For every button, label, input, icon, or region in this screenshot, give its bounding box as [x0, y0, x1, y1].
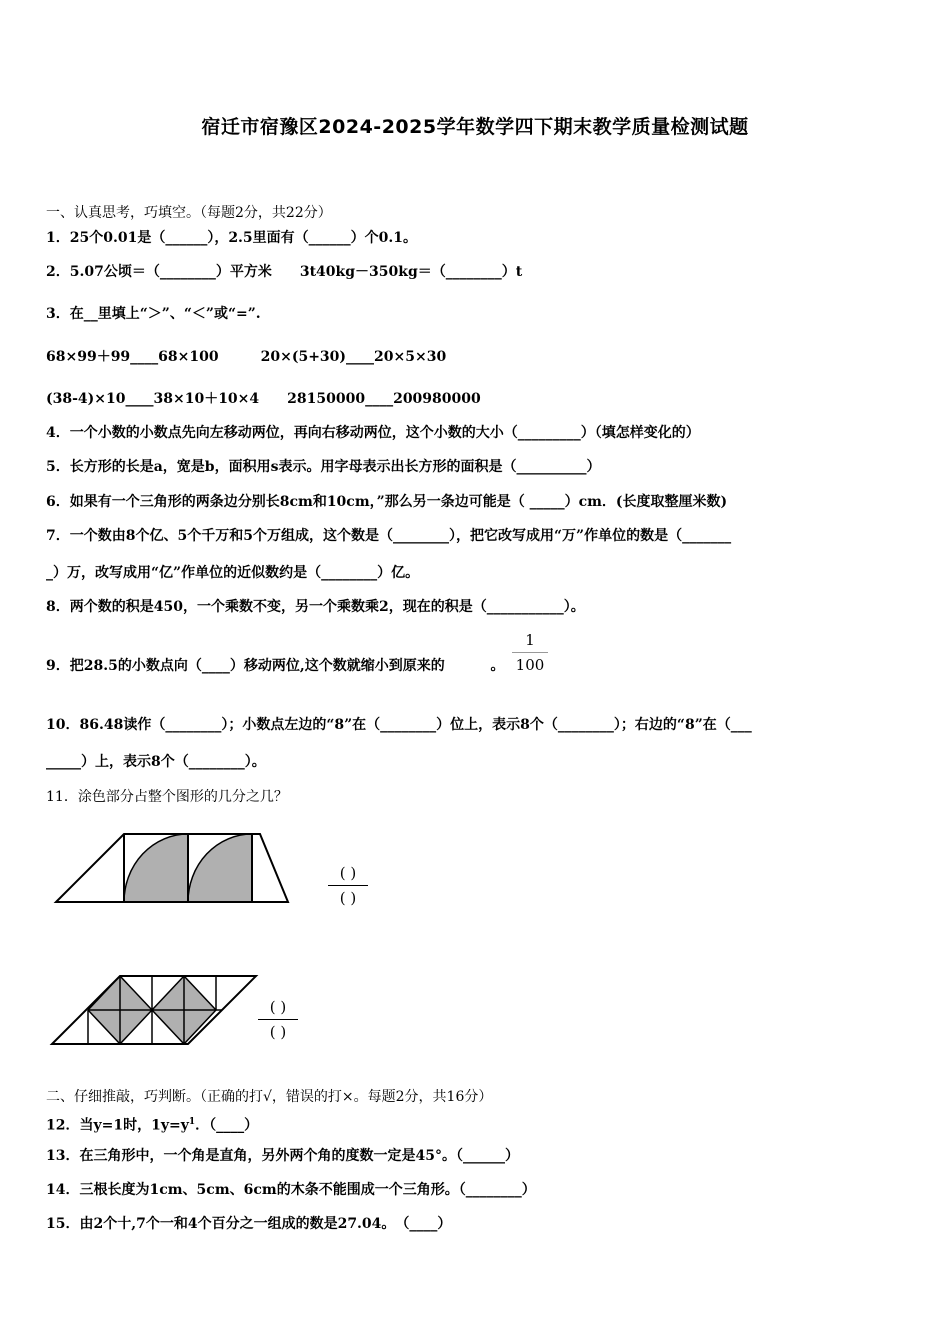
question-11: 11．涂色部分占整个图形的几分之几？	[46, 789, 288, 805]
answer-numerator-1: ( )	[339, 864, 357, 882]
trapezoid-figure	[50, 830, 290, 906]
question-6: 6．如果有一个三角形的两条边分别长8cm和10cm，”那么另一条边可能是（ _____）cm．(长度取整厘米数)	[46, 494, 728, 510]
question-12-text: 12．当y=1时，1y=y	[46, 1117, 189, 1134]
parallelogram-figure	[48, 972, 260, 1048]
question-12	[46, 1113, 258, 1135]
shaded-quarter-circle-2	[188, 834, 252, 902]
fraction-numerator: 1	[525, 631, 535, 649]
question-10-line-1: 10．86.48读作（________）；小数点左边的“8”在（________）位上，表示8个（________）；右边的“8”在（___	[46, 717, 752, 733]
question-12-blank: ．（____）	[195, 1117, 259, 1134]
question-2: 2．5.07公顷＝（________）平方米 3t40kg－350kg＝（________）t	[46, 264, 523, 280]
question-14: 14．三根长度为1cm、5cm、6cm的木条不能围成一个三角形。（________）	[46, 1182, 536, 1198]
answer-denominator-1: ( )	[339, 889, 357, 907]
question-10-line-2: _____）上，表示8个（________）。	[46, 754, 266, 770]
answer-fraction-2	[258, 998, 298, 1041]
question-5: 5．长方形的长是a，宽是b，面积用s表示。用字母表示出长方形的面积是（__________）	[46, 459, 601, 475]
question-3-row-2: (38-4)×10____38×10＋10×4 28150000____200980000	[46, 391, 481, 407]
question-9	[46, 657, 504, 675]
answer-denominator-2: ( )	[269, 1023, 287, 1041]
question-13: 13．在三角形中，一个角是直角，另外两个角的度数一定是45°。（______）	[46, 1148, 519, 1164]
question-1: 1．25个0.01是（______），2.5里面有（______）个0.1。	[46, 230, 418, 246]
question-3: 3．在__里填上“＞”、“＜”或“=”.	[46, 306, 261, 322]
fraction-denominator: 100	[515, 656, 545, 674]
question-9-text: 9．把28.5的小数点向（____）移动两位,这个数就缩小到原来的	[46, 658, 445, 674]
answer-fraction-1	[328, 864, 368, 907]
answer-numerator-2: ( )	[269, 998, 287, 1016]
page-title: 宿迁市宿豫区2024-2025学年数学四下期末教学质量检测试题	[201, 116, 749, 138]
shaded-quarter-circle-1	[124, 834, 188, 902]
question-9-end: 。	[490, 658, 505, 674]
fraction-one-hundredth	[512, 631, 548, 674]
question-7-line-2: _）万，改写成用“亿”作单位的近似数约是（________）亿。	[46, 565, 420, 581]
question-8: 8．两个数的积是450，一个乘数不变，另一个乘数乘2，现在的积是（___________）。	[46, 599, 585, 615]
question-3-row-1: 68×99＋99____68×100 20×(5+30)____20×5×30	[46, 349, 447, 365]
section2-heading: 二、仔细推敲，巧判断。（正确的打√，错误的打×。每题2分，共16分）	[46, 1089, 493, 1105]
question-12-exponent: 1	[188, 1117, 196, 1127]
section1-heading: 一、认真思考，巧填空。（每题2分，共22分）	[46, 205, 332, 221]
question-15: 15．由2个十,7个一和4个百分之一组成的数是27.04。 （____）	[46, 1216, 452, 1232]
question-4: 4．一个小数的小数点先向左移动两位，再向右移动两位，这个小数的大小（_________）（填怎样变化的）	[46, 425, 700, 441]
question-7-line-1: 7．一个数由8个亿、5个千万和5个万组成，这个数是（________），把它改写成用“万”作单位的数是（_______	[46, 528, 732, 544]
